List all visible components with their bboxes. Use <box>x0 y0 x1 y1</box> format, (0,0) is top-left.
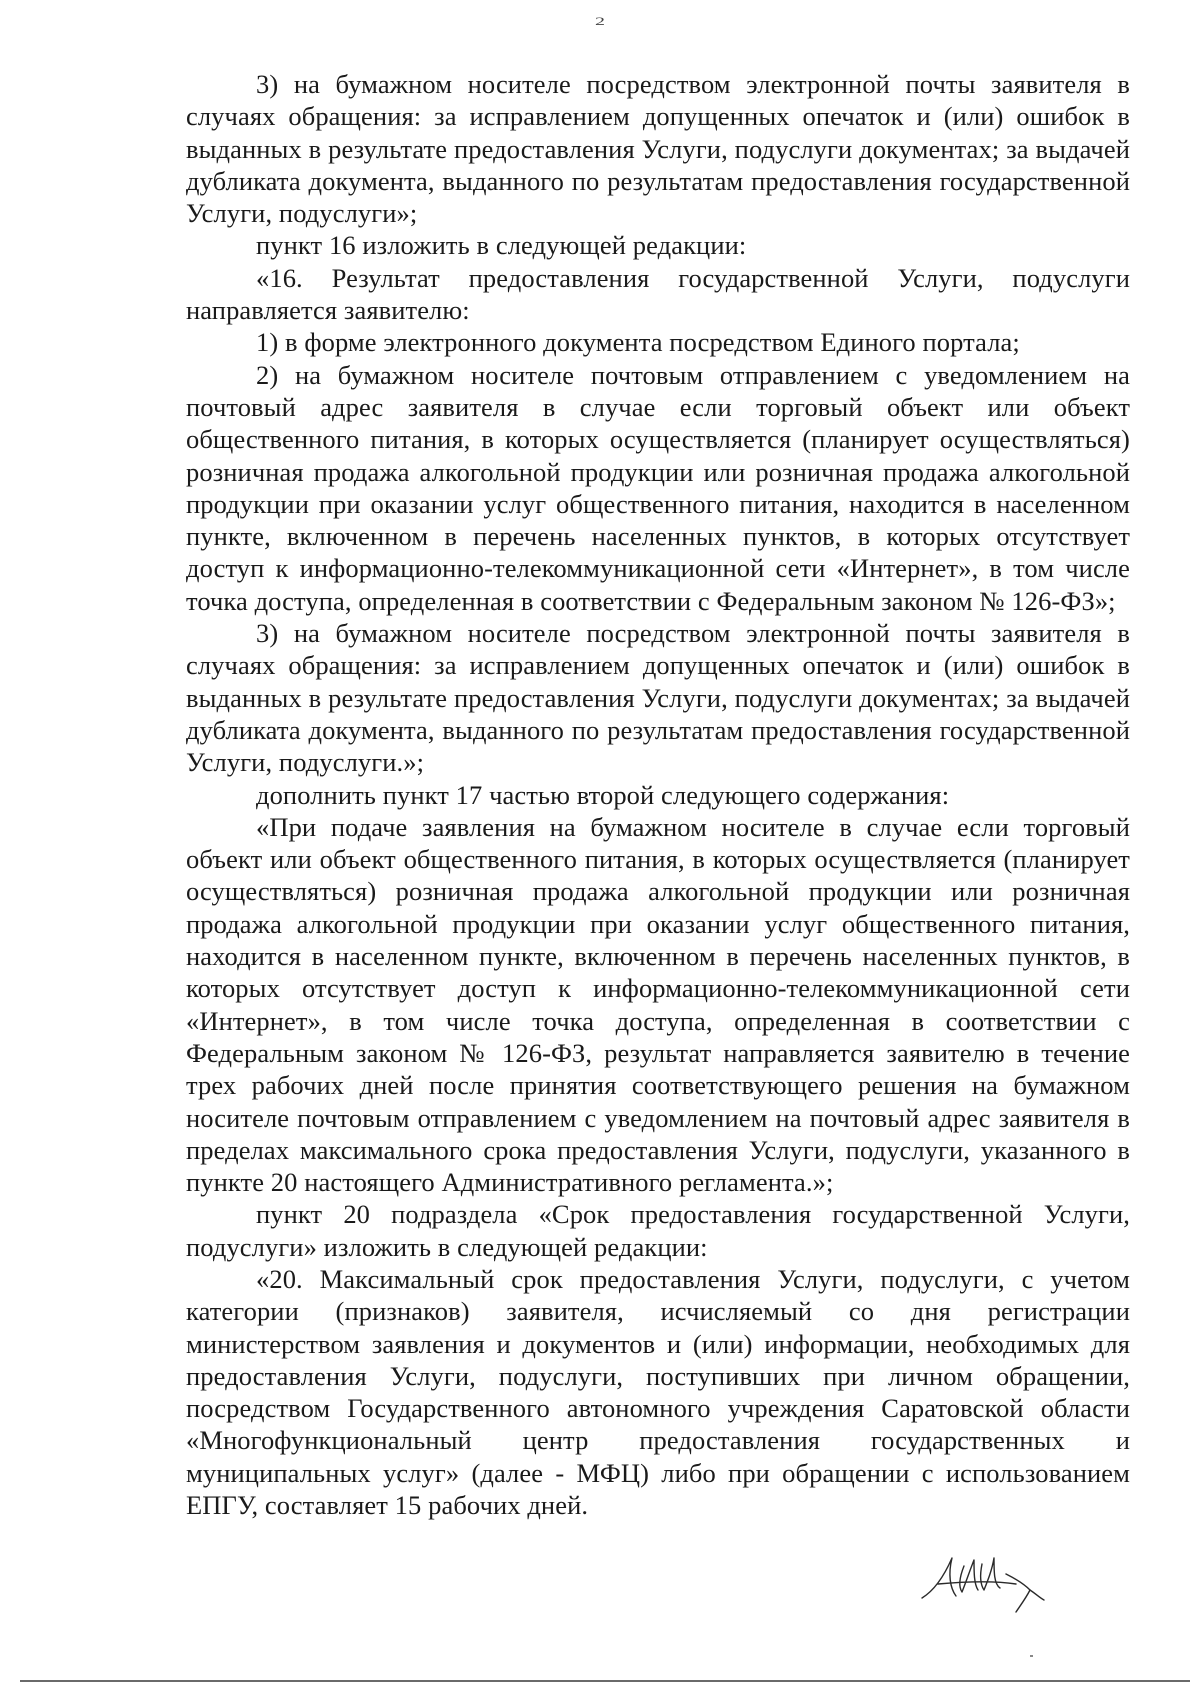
scan-speck <box>1030 1655 1033 1657</box>
paragraph-item-2-paper-mail: 2) на бумажном носителе почтовым отправлением с уведомлением на почтовый адрес заявителя в случае если торговый объект или объект общественного питания, в которых осуществляется (планирует осуществляться) розничная продажа алкогольной продукции или розничная продажа алкогольной продукции при оказании услуг общественного питания, находится в населенном пункте, включенном в перечень населенных пунктов, в которых отсутствует доступ к информационно-телекоммуникационной сети «Интернет», в том числе точка доступа, определенная в соответствии с Федеральным законом № 126-ФЗ»; <box>186 359 1130 616</box>
paragraph-point-20-intro: пункт 20 подраздела «Срок предоставления государственной Услуги, подуслуги» изложить в следующей редакции: <box>186 1199 1130 1262</box>
page-bottom-edge <box>20 1680 1190 1682</box>
paragraph-point-17-part-2: «При подаче заявления на бумажном носителе в случае если торговый объект или объект общественного питания, в которых осуществляется (планирует осуществляться) розничная продажа алкогольной продукции или розничная продажа алкогольной продукции при оказании услуг общественного питания, находится в населенном пункте, включенном в перечень населенных пунктов, в которых отсутствует доступ к информационно-телекоммуникационной сети «Интернет», в том числе точка доступа, определенная в соответствии с Федеральным законом № 126-ФЗ, результат направляется заявителю в течение трех рабочих дней после принятия соответствующего решения на бумажном носителе почтовым отправлением с уведомлением на почтовый адрес заявителя в пределах максимального срока предоставления Услуги, подуслуги, указанного в пункте 20 настоящего Административного регламента.»; <box>186 811 1130 1198</box>
paragraph-point-20: «20. Максимальный срок предоставления Услуги, подуслуги, с учетом категории (признаков) заявителя, исчисляемый со дня регистрации министерством заявления и документов и (или) информации, необходимых для предоставления Услуги, подуслуги, поступивших при личном обращении, посредством Государственного автономного учреждения Саратовской области «Многофункциональный центр предоставления государственных и муниципальных услуг» (далее - МФЦ) либо при обращении с использованием ЕПГУ, составляет 15 рабочих дней. <box>186 1263 1130 1521</box>
document-body <box>186 68 1130 1521</box>
paragraph-item-3-email-repeat: 3) на бумажном носителе посредством электронной почты заявителя в случаях обращения: за исправлением допущенных опечаток и (или) ошибок в выданных в результате предоставления Услуги, подуслуги документах; за выдачей дубликата документа, выданного по результатам предоставления государственной Услуги, подуслуги.»; <box>186 618 1130 778</box>
paragraph-point-16: «16. Результат предоставления государственной Услуги, подуслуги направляется заявителю: <box>186 262 1130 326</box>
page-number: 2 <box>595 14 605 28</box>
handwritten-signature <box>920 1540 1080 1640</box>
paragraph-point-16-intro: пункт 16 изложить в следующей редакции: <box>256 230 747 261</box>
paragraph-item-3-email: 3) на бумажном носителе посредством электронной почты заявителя в случаях обращения: за исправлением допущенных опечаток и (или) ошибок в выданных в результате предоставления Услуги, подуслуги документах; за выдачей дубликата документа, выданного по результатам предоставления государственной Услуги, подуслуги»; <box>186 69 1130 229</box>
paragraph-point-17-intro: дополнить пункт 17 частью второй следующего содержания: <box>256 779 950 810</box>
paragraph-item-1-electronic: 1) в форме электронного документа посредством Единого портала; <box>256 327 1020 358</box>
